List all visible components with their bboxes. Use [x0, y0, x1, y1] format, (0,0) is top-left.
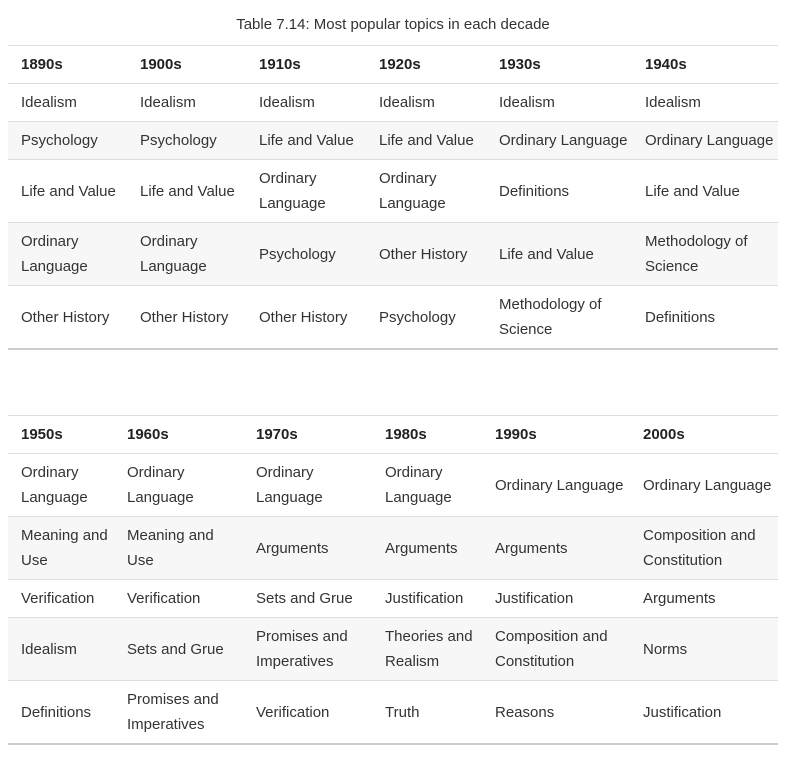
topic-cell: Norms	[630, 618, 778, 681]
decade-header: 1920s	[366, 46, 486, 84]
topic-cell: Theories and Realism	[372, 618, 482, 681]
topic-cell: Other History	[366, 223, 486, 286]
topic-cell: Idealism	[8, 618, 114, 681]
topic-cell: Sets and Grue	[114, 618, 243, 681]
topic-cell: Ordinary Language	[630, 454, 778, 517]
decade-header: 1890s	[8, 46, 127, 84]
topic-cell: Psychology	[246, 223, 366, 286]
topic-cell: Composition and Constitution	[630, 517, 778, 580]
topics-table-1890s-1940s	[8, 45, 778, 350]
topic-cell: Truth	[372, 681, 482, 745]
table-row	[8, 122, 778, 160]
topic-cell: Methodology of Science	[632, 223, 778, 286]
decade-header: 1900s	[127, 46, 246, 84]
topic-cell: Other History	[8, 286, 127, 350]
decade-header: 1970s	[243, 416, 372, 454]
topic-cell: Ordinary Language	[243, 454, 372, 517]
decade-header: 1990s	[482, 416, 630, 454]
topic-cell: Arguments	[630, 580, 778, 618]
topic-cell: Life and Value	[366, 122, 486, 160]
table-row	[8, 454, 778, 517]
topic-cell: Verification	[8, 580, 114, 618]
topic-cell: Idealism	[246, 84, 366, 122]
topic-cell: Ordinary Language	[8, 223, 127, 286]
topic-cell: Meaning and Use	[114, 517, 243, 580]
topic-cell: Ordinary Language	[246, 160, 366, 223]
topic-cell: Ordinary Language	[632, 122, 778, 160]
topic-cell: Ordinary Language	[482, 454, 630, 517]
topic-cell: Idealism	[486, 84, 632, 122]
decade-header: 1940s	[632, 46, 778, 84]
topic-cell: Other History	[127, 286, 246, 350]
decade-header: 1910s	[246, 46, 366, 84]
topic-cell: Ordinary Language	[8, 454, 114, 517]
table-row	[8, 618, 778, 681]
decade-header: 2000s	[630, 416, 778, 454]
topic-cell: Idealism	[127, 84, 246, 122]
topic-cell: Life and Value	[246, 122, 366, 160]
topic-cell: Verification	[243, 681, 372, 745]
topic-cell: Idealism	[632, 84, 778, 122]
table-row	[8, 517, 778, 580]
topic-cell: Psychology	[366, 286, 486, 350]
topic-cell: Life and Value	[486, 223, 632, 286]
topic-cell: Idealism	[8, 84, 127, 122]
table-row	[8, 223, 778, 286]
topic-cell: Sets and Grue	[243, 580, 372, 618]
table-row	[8, 84, 778, 122]
topic-cell: Justification	[482, 580, 630, 618]
topic-cell: Arguments	[482, 517, 630, 580]
topic-cell: Meaning and Use	[8, 517, 114, 580]
table-row	[8, 681, 778, 745]
topic-cell: Justification	[630, 681, 778, 745]
topic-cell: Ordinary Language	[486, 122, 632, 160]
topic-cell: Psychology	[127, 122, 246, 160]
topic-cell: Other History	[246, 286, 366, 350]
topic-cell: Promises and Imperatives	[243, 618, 372, 681]
topic-cell: Idealism	[366, 84, 486, 122]
topic-cell: Definitions	[486, 160, 632, 223]
topic-cell: Promises and Imperatives	[114, 681, 243, 745]
topic-cell: Life and Value	[632, 160, 778, 223]
topic-cell: Definitions	[632, 286, 778, 350]
topic-cell: Justification	[372, 580, 482, 618]
table-header-row	[8, 416, 778, 454]
table-header-row	[8, 46, 778, 84]
topic-cell: Ordinary Language	[114, 454, 243, 517]
topic-cell: Reasons	[482, 681, 630, 745]
table-caption: Table 7.14: Most popular topics in each decade	[236, 16, 550, 33]
decade-header: 1960s	[114, 416, 243, 454]
topic-cell: Arguments	[243, 517, 372, 580]
decade-header: 1980s	[372, 416, 482, 454]
topic-cell: Ordinary Language	[366, 160, 486, 223]
topic-cell: Ordinary Language	[372, 454, 482, 517]
topic-cell: Life and Value	[127, 160, 246, 223]
table-row	[8, 160, 778, 223]
topic-cell: Arguments	[372, 517, 482, 580]
decade-header: 1930s	[486, 46, 632, 84]
topic-cell: Methodology of Science	[486, 286, 632, 350]
decade-header: 1950s	[8, 416, 114, 454]
topic-cell: Composition and Constitution	[482, 618, 630, 681]
topics-table-1950s-2000s	[8, 415, 778, 745]
topic-cell: Life and Value	[8, 160, 127, 223]
topic-cell: Definitions	[8, 681, 114, 745]
topic-cell: Ordinary Language	[127, 223, 246, 286]
topic-cell: Verification	[114, 580, 243, 618]
topic-cell: Psychology	[8, 122, 127, 160]
table-row	[8, 286, 778, 350]
table-row	[8, 580, 778, 618]
